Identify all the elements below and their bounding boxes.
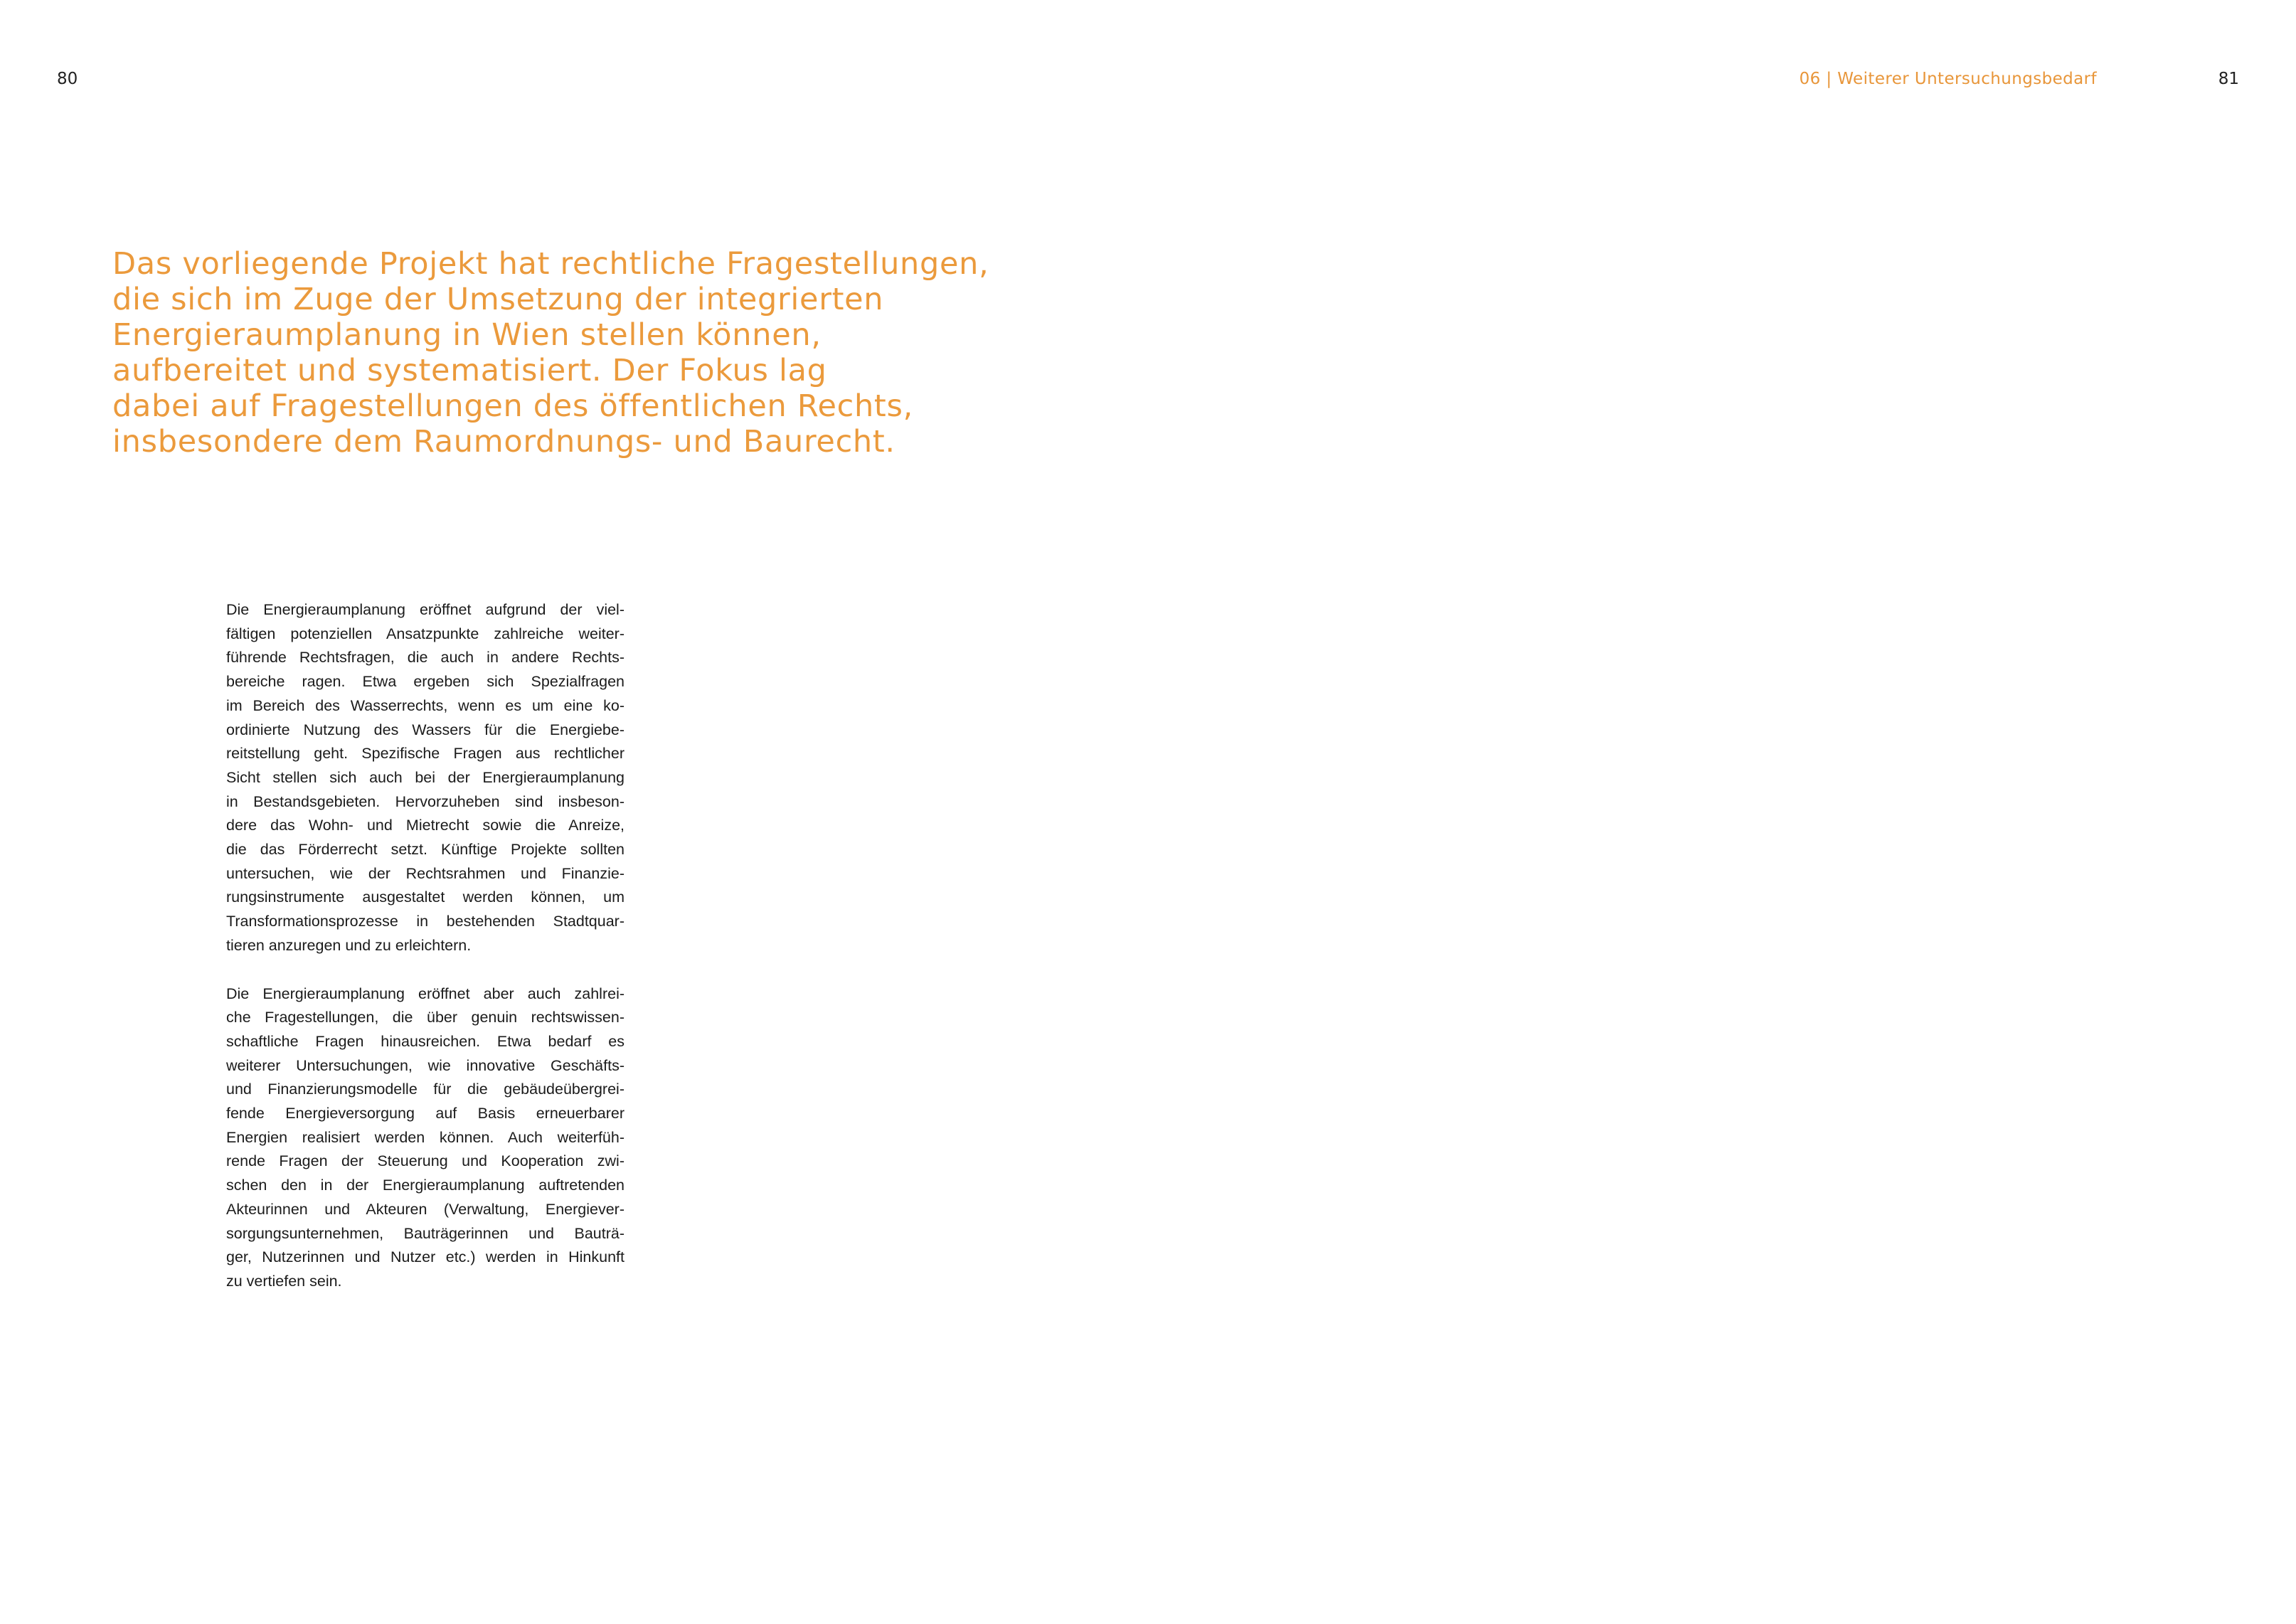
lead-line: dabei auf Fragestellungen des öffentlichen Rechts,	[112, 388, 913, 424]
text-line: ger, Nutzerinnen und Nutzer etc.) werden in Hinkunft	[226, 1248, 625, 1266]
text-line: in Bestandsgebieten. Hervorzuheben sind insbeson-	[226, 792, 625, 810]
lead-line: insbesondere dem Raumordnungs- und Baurecht.	[112, 424, 895, 460]
running-header: 06 | Weiterer Untersuchungsbedarf	[1799, 70, 2097, 88]
text-line: die das Förderrecht setzt. Künftige Projekte sollten	[226, 841, 625, 859]
text-line: tieren anzuregen und zu erleichtern.	[226, 936, 472, 954]
lead-line: Energieraumplanung in Wien stellen können,	[112, 317, 822, 353]
lead-line: die sich im Zuge der Umsetzung der integrierten	[112, 282, 884, 317]
text-line: bereiche ragen. Etwa ergeben sich Spezialfragen	[226, 673, 625, 691]
text-line: Transformationsprozesse in bestehenden Stadtquar-	[226, 913, 625, 930]
text-line: rungsinstrumente ausgestaltet werden können, um	[226, 888, 625, 906]
page-number-right: 81	[2218, 70, 2239, 88]
text-line: führende Rechtsfragen, die auch in andere Rechts-	[226, 649, 625, 667]
text-line: im Bereich des Wasserrechts, wenn es um eine ko-	[226, 696, 625, 714]
body-paragraph-2	[226, 982, 625, 1294]
text-line: Die Energieraumplanung eröffnet aufgrund der viel-	[226, 601, 625, 618]
text-line: dere das Wohn- und Mietrecht sowie die Anreize,	[226, 817, 625, 834]
text-line: schen den in der Energieraumplanung auftretenden	[226, 1177, 625, 1194]
lead-paragraph	[112, 246, 1037, 460]
text-line: untersuchen, wie der Rechtsrahmen und Finanzie-	[226, 864, 625, 882]
body-paragraph-1	[226, 598, 625, 958]
text-line: reitstellung geht. Spezifische Fragen aus rechtlicher	[226, 745, 625, 763]
text-line: Energien realisiert werden können. Auch weiterfüh-	[226, 1128, 625, 1146]
text-line: Akteurinnen und Akteuren (Verwaltung, Energiever-	[226, 1200, 625, 1218]
text-line: Die Energieraumplanung eröffnet aber auch zahlrei-	[226, 985, 625, 1002]
text-line: sorgungsunternehmen, Bauträgerinnen und Bauträ-	[226, 1224, 625, 1242]
text-line: fältigen potenziellen Ansatzpunkte zahlreiche weiter-	[226, 625, 625, 642]
text-line: Sicht stellen sich auch bei der Energieraumplanung	[226, 768, 625, 786]
text-line: rende Fragen der Steuerung und Kooperation zwi-	[226, 1152, 625, 1170]
page-number-left: 80	[57, 70, 78, 88]
lead-line: aufbereitet und systematisiert. Der Fokus lag	[112, 353, 827, 388]
text-line: zu vertiefen sein.	[226, 1272, 342, 1290]
text-line: und Finanzierungsmodelle für die gebäudeübergrei-	[226, 1081, 625, 1098]
text-line: schaftliche Fragen hinausreichen. Etwa bedarf es	[226, 1032, 625, 1050]
text-line: ordinierte Nutzung des Wassers für die Energiebe-	[226, 721, 625, 738]
text-line: fende Energieversorgung auf Basis erneuerbarer	[226, 1105, 625, 1123]
text-line: che Fragestellungen, die über genuin rechtswissen-	[226, 1009, 625, 1026]
lead-line: Das vorliegende Projekt hat rechtliche Fragestellungen,	[112, 246, 989, 282]
body-text-column	[226, 598, 625, 1294]
text-line: weiterer Untersuchungen, wie innovative Geschäfts-	[226, 1056, 625, 1074]
